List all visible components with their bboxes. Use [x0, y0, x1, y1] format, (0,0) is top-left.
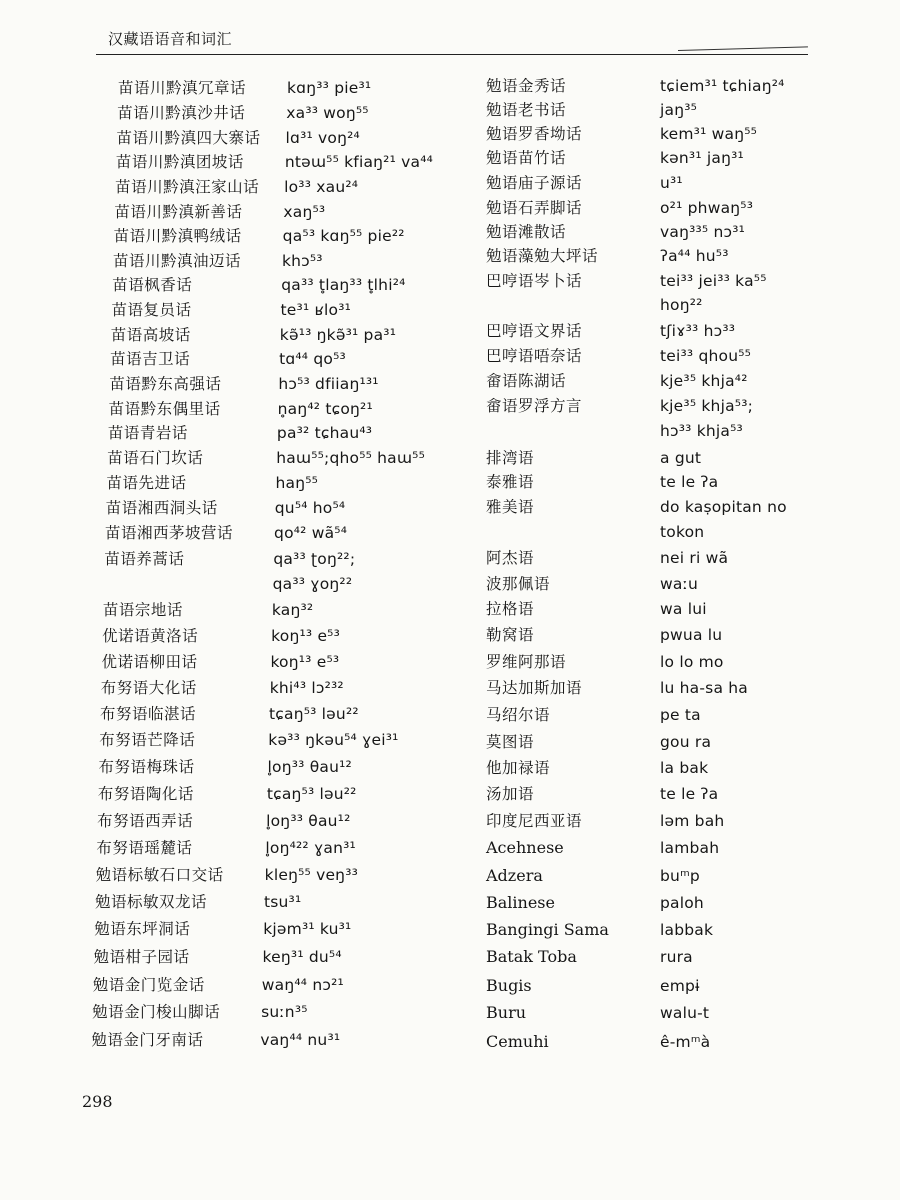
left-language-name: 苗语川黔滇冗章话	[118, 79, 247, 97]
left-word-form: l̥oŋ³³ θau¹²	[266, 812, 351, 830]
right-language-name: 勉语金秀话	[486, 77, 567, 95]
right-word-form: ê-mᵐà	[660, 1033, 711, 1051]
right-word-form: kem³¹ waŋ⁵⁵	[660, 125, 758, 143]
left-word-form: qu⁵⁴ ho⁵⁴	[274, 499, 346, 517]
left-language-name: 苗语宗地话	[102, 601, 183, 619]
left-word-form: qa³³ ʈoŋ²²;	[273, 550, 356, 568]
right-word-form: tokon	[660, 523, 705, 541]
right-word-form: gou ra	[660, 733, 712, 751]
left-word-form: keŋ³¹ du⁵⁴	[262, 948, 342, 966]
left-language-name: 苗语川黔滇团坡话	[115, 153, 244, 171]
right-language-name: 巴哼语唔奈话	[486, 347, 583, 365]
left-word-form: lɑ³¹ voŋ²⁴	[285, 129, 360, 147]
left-language-name: 苗语川黔滇鸭绒话	[113, 227, 242, 245]
right-word-form: ləm bah	[660, 812, 725, 830]
right-language-name: Buru	[486, 1003, 527, 1022]
right-language-name: 雅美语	[486, 498, 535, 516]
right-word-form: te le ʔa	[660, 785, 719, 803]
left-word-form: qa³³ ɣoŋ²²	[272, 575, 353, 593]
right-language-name: 波那佩语	[486, 575, 551, 593]
right-language-name: 巴哼语文界话	[486, 322, 583, 340]
right-word-form: hoŋ²²	[660, 296, 703, 314]
left-word-form: qa³³ t̥laŋ³³ t̥lhi²⁴	[281, 276, 406, 294]
left-word-form: vaŋ⁴⁴ nu³¹	[260, 1031, 341, 1049]
right-word-form: te le ʔa	[660, 473, 719, 491]
right-word-form: vaŋ³³⁵ nɔ³¹	[660, 223, 746, 241]
left-language-name: 布努语陶化话	[97, 785, 194, 803]
left-word-form: haŋ⁵⁵	[275, 474, 319, 492]
right-word-form: jaŋ³⁵	[660, 101, 698, 119]
right-language-name: Bangingi Sama	[486, 920, 609, 939]
left-word-form: l̥oŋ⁴²² ɣan³¹	[265, 839, 356, 857]
left-word-form: te³¹ ʁlo³¹	[280, 301, 352, 319]
right-word-form: nei ri wã	[660, 549, 729, 567]
left-language-name: 布努语大化话	[100, 679, 197, 697]
left-language-name: 勉语金门览金话	[92, 976, 205, 994]
left-word-form: kɑŋ³³ pie³¹	[287, 79, 372, 97]
right-word-form: rura	[660, 948, 693, 966]
right-word-form: pwua lu	[660, 626, 723, 644]
right-language-name: 莫图语	[486, 733, 535, 751]
right-language-name: Adzera	[486, 866, 543, 885]
right-language-name: 勉语石弄脚话	[486, 199, 583, 217]
right-language-name: 勉语苗竹话	[486, 149, 567, 167]
right-word-form: tei³³ qhou⁵⁵	[660, 347, 752, 365]
right-language-name: 马绍尔语	[486, 706, 551, 724]
left-language-name: 勉语金门梭山脚话	[92, 1003, 221, 1021]
left-language-name: 苗语川黔滇汪家山话	[115, 178, 260, 196]
left-language-name: 布努语瑶麓话	[96, 839, 193, 857]
left-word-form: koŋ¹³ e⁵³	[271, 627, 341, 645]
left-word-form: tsu³¹	[263, 893, 302, 911]
left-language-name: 苗语湘西洞头话	[105, 499, 218, 517]
right-language-name: Bugis	[486, 976, 532, 995]
right-word-form: hɔ³³ khja⁵³	[660, 422, 743, 440]
right-language-name: 排湾语	[486, 449, 535, 467]
left-language-name: 勉语东坪洞话	[94, 920, 191, 938]
right-language-name: 畲语罗浮方言	[486, 397, 583, 415]
right-language-name: Acehnese	[486, 838, 564, 857]
left-word-form: qo⁴² wã⁵⁴	[274, 524, 348, 542]
left-language-name: 苗语石门坎话	[107, 449, 204, 467]
left-language-name: 布努语临湛话	[100, 705, 197, 723]
right-word-form: lambah	[660, 839, 720, 857]
left-language-name: 苗语川黔滇四大寨话	[116, 129, 261, 147]
right-language-name: 勉语藻勉大坪话	[486, 247, 599, 265]
left-language-name: 勉语柑子园话	[93, 948, 190, 966]
left-word-form: l̥oŋ³³ θau¹²	[267, 758, 352, 776]
left-word-form: suːn³⁵	[261, 1003, 308, 1021]
left-language-name: 苗语川黔滇沙井话	[117, 104, 246, 122]
right-language-name: 汤加语	[486, 785, 535, 803]
left-word-form: kaŋ³²	[271, 601, 314, 619]
right-language-name: 他加禄语	[486, 759, 551, 777]
right-language-name: 巴哼语岑卜话	[486, 272, 583, 290]
left-word-form: lo³³ xau²⁴	[284, 178, 359, 196]
left-word-form: xaŋ⁵³	[283, 203, 326, 221]
left-language-name: 苗语黔东偶里话	[108, 400, 221, 418]
right-word-form: o²¹ phwaŋ⁵³	[660, 199, 754, 217]
left-language-name: 优诺语黄洛话	[102, 627, 199, 645]
left-word-form: xa³³ woŋ⁵⁵	[286, 104, 369, 122]
page-number: 298	[82, 1092, 113, 1111]
left-language-name: 苗语青岩话	[107, 424, 188, 442]
right-word-form: lo lo mo	[660, 653, 724, 671]
right-language-name: 泰雅语	[486, 473, 535, 491]
right-word-form: labbak	[660, 921, 714, 939]
right-word-form: a gut	[660, 449, 702, 467]
left-word-form: ntəɯ⁵⁵ kfiaŋ²¹ va⁴⁴	[284, 153, 434, 171]
left-word-form: khɔ⁵³	[281, 252, 323, 270]
right-language-name: 勉语老书话	[486, 101, 567, 119]
running-header-title: 汉藏语语音和词汇	[108, 30, 233, 48]
right-word-form: tʃiɤ³³ hɔ³³	[660, 322, 736, 340]
left-language-name: 苗语先进话	[106, 474, 187, 492]
right-word-form: walu-t	[660, 1004, 710, 1022]
right-language-name: 勉语罗香坳话	[486, 125, 583, 143]
left-language-name: 苗语养蒿话	[104, 550, 185, 568]
left-word-form: khi⁴³ lɔ²³²	[269, 679, 344, 697]
right-language-name: 拉格语	[486, 600, 535, 618]
right-word-form: lu ha-sa ha	[660, 679, 748, 697]
right-language-name: 勒窝语	[486, 626, 535, 644]
right-language-name: 马达加斯加语	[486, 679, 583, 697]
right-language-name: 印度尼西亚语	[486, 812, 583, 830]
left-word-form: tɑ⁴⁴ qo⁵³	[279, 350, 346, 368]
left-word-form: kleŋ⁵⁵ veŋ³³	[264, 866, 359, 884]
left-language-name: 苗语黔东高强话	[109, 375, 222, 393]
left-word-form: haɯ⁵⁵;qho⁵⁵ haɯ⁵⁵	[276, 449, 426, 467]
left-language-name: 勉语金门牙南话	[91, 1031, 204, 1049]
left-word-form: hɔ⁵³ dfiiaŋ¹³¹	[278, 375, 379, 393]
right-language-name: 勉语庙子源话	[486, 174, 583, 192]
right-language-name: 罗维阿那语	[486, 653, 567, 671]
left-language-name: 苗语湘西茅坡营话	[105, 524, 234, 542]
left-language-name: 勉语标敏双龙话	[94, 893, 207, 911]
right-word-form: do kaṣopitan no	[660, 498, 787, 516]
left-word-form: kə³³ ŋkəu⁵⁴ ɣei³¹	[268, 731, 399, 749]
left-word-form: tɕaŋ⁵³ ləu²²	[266, 785, 357, 803]
left-language-name: 布努语芒降话	[99, 731, 196, 749]
right-word-form: empɨ	[660, 977, 700, 995]
right-word-form: waːu	[660, 575, 699, 593]
right-word-form: ʔa⁴⁴ hu⁵³	[660, 247, 729, 265]
right-language-name: Batak Toba	[486, 947, 577, 966]
right-word-form: kje³⁵ khja⁵³;	[660, 397, 754, 415]
right-word-form: wa lui	[660, 600, 707, 618]
left-word-form: kə̃¹³ ŋkə̃³¹ pa³¹	[279, 326, 397, 344]
right-language-name: 畲语陈湖话	[486, 372, 567, 390]
left-word-form: qa⁵³ kɑŋ⁵⁵ pie²²	[282, 227, 405, 245]
right-word-form: tɕiem³¹ tɕhiaŋ²⁴	[660, 77, 785, 95]
right-word-form: la bak	[660, 759, 709, 777]
right-word-form: pe ta	[660, 706, 701, 724]
right-language-name: 阿杰语	[486, 549, 535, 567]
right-language-name: Balinese	[486, 893, 555, 912]
right-word-form: buᵐp	[660, 867, 700, 885]
right-language-name: 勉语滩散话	[486, 223, 567, 241]
left-word-form: waŋ⁴⁴ nɔ²¹	[261, 976, 344, 994]
right-word-form: u³¹	[660, 174, 683, 192]
left-language-name: 布努语西弄话	[97, 812, 194, 830]
left-language-name: 勉语标敏石口交话	[95, 866, 224, 884]
left-language-name: 苗语枫香话	[112, 276, 193, 294]
left-language-name: 苗语吉卫话	[110, 350, 191, 368]
right-word-form: paloh	[660, 894, 704, 912]
left-language-name: 布努语梅珠话	[98, 758, 195, 776]
right-word-form: tei³³ jei³³ ka⁵⁵	[660, 272, 767, 290]
left-language-name: 优诺语柳田话	[101, 653, 198, 671]
left-word-form: koŋ¹³ e⁵³	[270, 653, 340, 671]
left-word-form: pa³² tɕhau⁴³	[276, 424, 373, 442]
left-word-form: n̥aŋ⁴² tɕoŋ²¹	[277, 400, 373, 418]
right-word-form: kje³⁵ khja⁴²	[660, 372, 748, 390]
right-word-form: kən³¹ jaŋ³¹	[660, 149, 744, 167]
left-language-name: 苗语复员话	[111, 301, 192, 319]
left-language-name: 苗语川黔滇新善话	[114, 203, 243, 221]
left-language-name: 苗语高坡话	[110, 326, 191, 344]
right-language-name: Cemuhi	[486, 1032, 549, 1051]
left-word-form: tɕaŋ⁵³ ləu²²	[269, 705, 359, 723]
left-language-name: 苗语川黔滇油迈话	[112, 252, 241, 270]
left-word-form: kjəm³¹ ku³¹	[263, 920, 352, 938]
